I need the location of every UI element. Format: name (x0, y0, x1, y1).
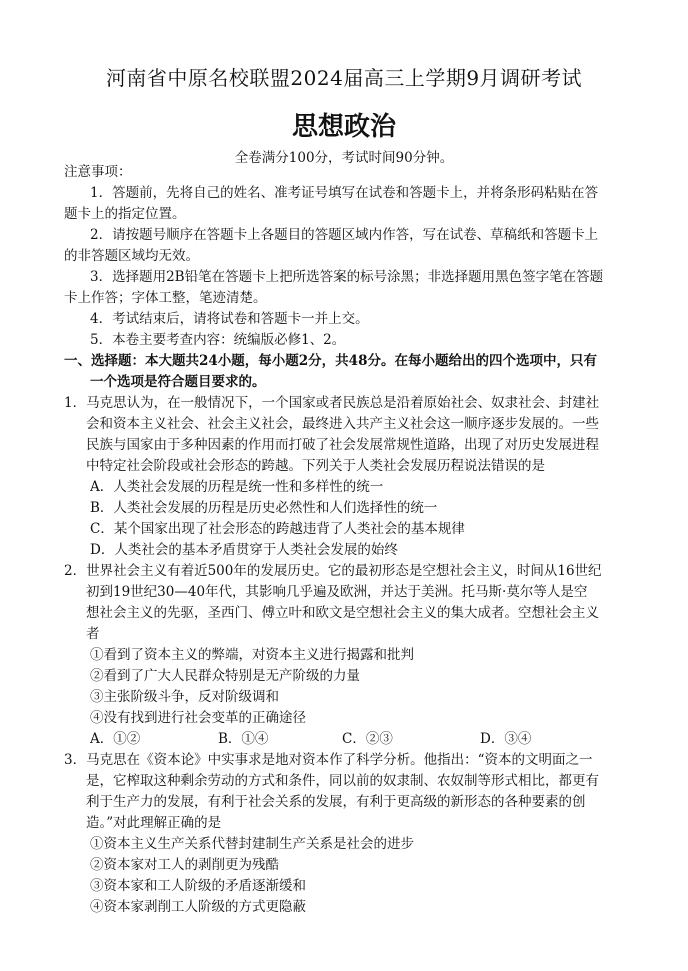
q3-stem-line: 利于生产力的发展，有利于社会关系的发展，有利于更高级的新形态的各种要素的创 (86, 794, 586, 810)
section-heading-cont: 一个选项是符合题目要求的。 (90, 374, 266, 390)
notice-line: 卡上作答；字体工整，笔迹清楚。 (64, 290, 267, 306)
q1-stem-line: 1．马克思认为，在一般情况下，一个国家或者民族总是沿着原始社会、奴隶社会、封建社 (64, 395, 600, 411)
notice-heading: 注意事项： (64, 164, 132, 180)
q1-stem-line: 会和资本主义社会、社会主义社会，最终进入共产主义社会这一顺序逐步发展的。一些 (86, 416, 599, 432)
notice-line: 4．考试结束后，请将试卷和答题卡一并上交。 (90, 311, 369, 327)
notice-line: 题卡上的指定位置。 (64, 206, 186, 222)
q3-statement: ④资本家剥削工人阶级的方式更隐蔽 (90, 899, 306, 915)
q3-statement: ①资本主义生产关系代替封建制生产关系是社会的进步 (90, 836, 414, 852)
q3-stem-line: 造。”对此理解正确的是 (86, 815, 222, 831)
q3-stem-line: 是，它榨取这种剩余劳动的方式和条件，同以前的奴隶制、农奴制等形式相比，都更有 (86, 773, 599, 789)
q2-statement: ④没有找到进行社会变革的正确途径 (90, 710, 306, 726)
notice-line: 的非答题区域均无效。 (64, 248, 199, 264)
q1-option-a: A．人类社会发展的历程是统一性和多样性的统一 (90, 479, 384, 495)
q2-stem-line: 想社会主义的先驱，圣西门、傅立叶和欧文是空想社会主义的集大成者。空想社会主义 (86, 605, 599, 621)
notice-line: 2．请按题号顺序在答题卡上各题目的答题区域内作答，写在试卷、草稿纸和答题卡上 (90, 227, 599, 243)
q2-statement: ②看到了广大人民群众特别是无产阶级的力量 (90, 668, 360, 684)
q1-option-b: B．人类社会发展的历程是历史必然性和人们选择性的统一 (90, 500, 438, 516)
exam-title: 河南省中原名校联盟2024届高三上学期9月调研考试 (105, 66, 583, 90)
q2-choice-a: A．①② (90, 731, 141, 747)
q1-stem-line: 民族与国家由于多种因素的作用而打破了社会发展常规性道路，出现了对历史发展进程 (86, 437, 599, 453)
q2-choice-b: B．①④ (218, 731, 269, 747)
q2-choice-c: C．②③ (342, 731, 393, 747)
q1-stem-line: 中特定社会阶段或社会形态的跨越。下列关于人类社会发展历程说法错误的是 (86, 458, 545, 474)
q2-statement: ③主张阶级斗争，反对阶级调和 (90, 689, 279, 705)
q1-option-d: D．人类社会的基本矛盾贯穿于人类社会发展的始终 (90, 542, 398, 558)
q3-statement: ②资本家对工人的剥削更为残酷 (90, 857, 279, 873)
score-info: 全卷满分100分，考试时间90分钟。 (234, 150, 454, 166)
q2-statement: ①看到了资本主义的弊端，对资本主义进行揭露和批判 (90, 647, 414, 663)
section-heading: 一、选择题：本大题共24小题，每小题2分，共48分。在每小题给出的四个选项中，只有 (64, 353, 597, 369)
q3-statement: ③资本家和工人阶级的矛盾逐渐缓和 (90, 878, 306, 894)
q2-stem-line: 2．世界社会主义有着近500年的发展历史。它的最初形态是空想社会主义，时间从16世纪 (64, 563, 602, 579)
q2-stem-line: 初到19世纪30—40年代，其影响几乎遍及欧洲，并达于美洲。托马斯·莫尔等人是空 (86, 584, 588, 600)
q2-stem-line: 者 (86, 626, 100, 642)
notice-line: 3．选择题用2B铅笔在答题卡上把所选答案的标号涂黑；非选择题用黑色签字笔在答题 (90, 269, 604, 285)
q2-choice-d: D．③④ (480, 731, 532, 747)
q1-option-c: C．某个国家出现了社会形态的跨越违背了人类社会的基本规律 (90, 521, 465, 537)
subject-heading: 思想政治 (291, 112, 396, 142)
notice-line: 1．答题前，先将自己的姓名、准考证号填写在试卷和答题卡上，并将条形码粘贴在答 (90, 185, 599, 201)
notice-line: 5．本卷主要考查内容：统编版必修1、2。 (90, 332, 346, 348)
q3-stem-line: 3．马克思在《资本论》中实事求是地对资本作了科学分析。他指出：“资本的文明面之一 (64, 752, 593, 768)
